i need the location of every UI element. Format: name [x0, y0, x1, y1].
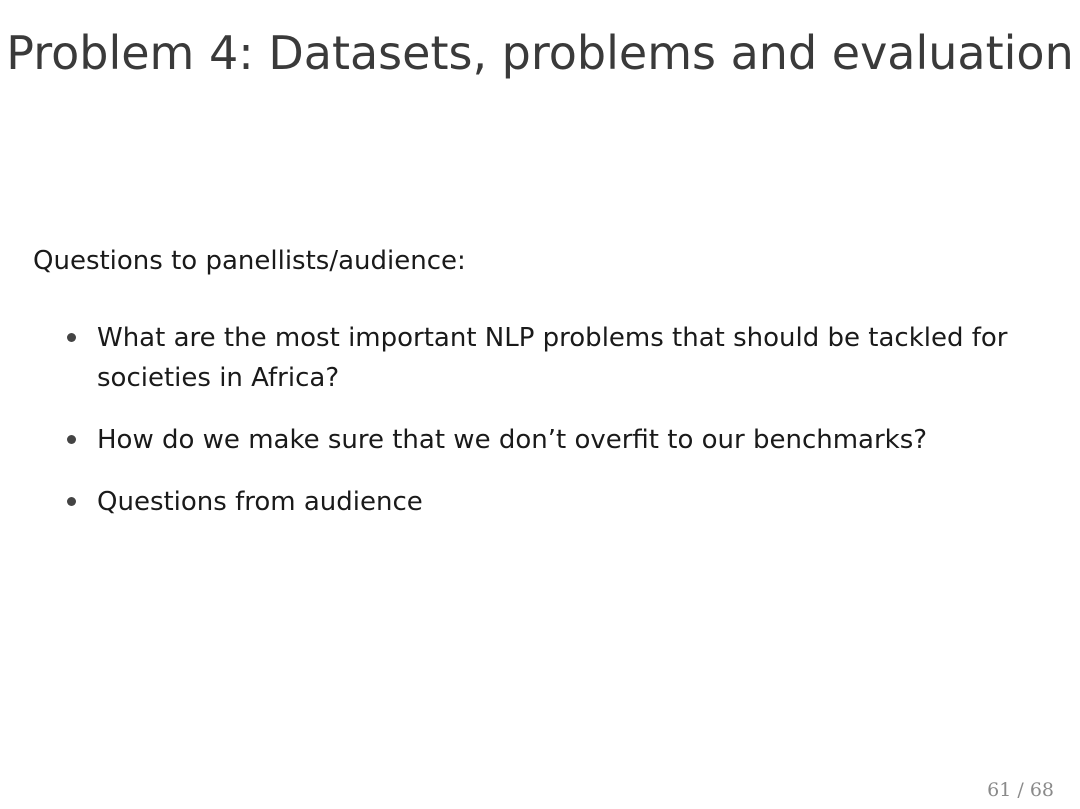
bullet-text: Questions from audience [97, 487, 423, 517]
slide-title: Problem 4: Datasets, problems and evaluation [6, 26, 1074, 80]
bullet-dot-icon [67, 497, 76, 506]
bullet-item [64, 482, 1054, 522]
bullet-dot-icon [67, 435, 76, 444]
bullet-dot-icon [67, 333, 76, 342]
bullet-text: How do we make sure that we don’t overfit to our benchmarks? [97, 425, 928, 455]
page-number: 61 / 68 [987, 779, 1054, 801]
bullet-item [64, 420, 1054, 460]
bullet-list [64, 318, 1054, 544]
bullet-item [64, 318, 1054, 398]
intro-text: Questions to panellists/audience: [33, 246, 466, 276]
bullet-text: What are the most important NLP problems that should be tackled for societies in Africa? [97, 323, 1008, 393]
